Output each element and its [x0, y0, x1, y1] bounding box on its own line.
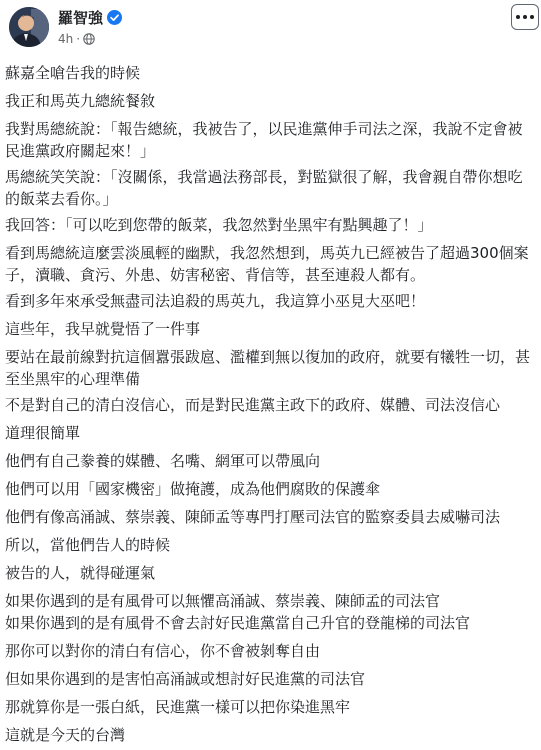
avatar[interactable] — [9, 7, 49, 47]
verified-badge-icon — [107, 10, 122, 29]
post-paragraph: 我對馬總統說：「報告總統，我被告了，以民進黨伸手司法之深，我說不定會被民進黨政府關起來！」 — [5, 120, 523, 160]
post-paragraph: 馬總統笑笑說：「沒關係，我當過法務部長，對監獄很了解，我會親自帶你想吃的飯菜去看你。」 — [5, 168, 523, 208]
post-paragraph: 不是對自己的清白沒信心，而是對民進黨主政下的政府、媒體、司法沒信心 — [5, 396, 501, 414]
post-paragraph: 道理很簡單 — [5, 424, 81, 442]
post-header — [0, 0, 541, 60]
post-paragraph: 他們有像高涌誠、蔡崇義、陳師孟等專門打壓司法官的監察委員去威嚇司法 — [5, 508, 501, 526]
post-paragraph: 如果你遇到的是有風骨可以無懼高涌誠、蔡崇義、陳師孟的司法官 — [5, 592, 441, 610]
post-paragraph: 看到多年來承受無盡司法追殺的馬英九，我這算小巫見大巫吧！ — [5, 292, 426, 310]
avatar-photo — [9, 7, 49, 47]
post-paragraph: 這些年，我早就覺悟了一件事 — [5, 320, 201, 338]
post-paragraph: 被告的人，就得碰運氣 — [5, 564, 156, 582]
post-paragraph: 那你可以對你的清白有信心，你不會被剝奪自由 — [5, 642, 321, 660]
post-paragraph: 他們可以用「國家機密」做掩護，成為他們腐敗的保護傘 — [5, 480, 381, 498]
post-paragraph: 如果你遇到的是有風骨不會去討好民進黨當自己升官的登龍梯的司法官 — [5, 614, 471, 632]
post-paragraph: 那就算你是一張白紙，民進黨一樣可以把你染進黑牢 — [5, 698, 351, 716]
post-paragraph: 他們有自己豢養的媒體、名嘴、網軍可以帶風向 — [5, 452, 321, 470]
post-paragraph: 所以，當他們告人的時候 — [5, 536, 171, 554]
more-options-icon-dot — [530, 15, 534, 19]
more-options-button[interactable] — [511, 4, 539, 30]
post-paragraph: 但如果你遇到的是害怕高涌誠或想討好民進黨的司法官 — [5, 670, 366, 688]
post-paragraph: 要站在最前線對抗這個囂張跋扈、濫權到無以復加的政府，就要有犧牲一切，甚至坐黑牢的心理準備 — [5, 348, 531, 388]
post-meta — [58, 31, 95, 49]
post-paragraph: 這就是今天的台灣 — [5, 726, 126, 744]
more-options-icon-dot — [523, 15, 527, 19]
meta-separator: · — [76, 32, 81, 46]
post-paragraph: 蘇嘉全嗆告我的時候 — [5, 64, 141, 82]
author-name-row — [58, 9, 122, 29]
globe-icon[interactable] — [83, 33, 95, 49]
post-paragraph: 看到馬總統這麼雲淡風輕的幽默，我忽然想到，馬英九已經被告了超過300個案子，瀆職、貪污、外患、妨害秘密、背信等，甚至連殺人都有。 — [5, 244, 529, 284]
post-paragraph: 我回答：「可以吃到您帶的飯菜，我忽然對坐黑牢有點興趣了！」 — [5, 216, 433, 234]
author-name[interactable]: 羅智強 — [58, 9, 104, 27]
more-options-icon-dot — [516, 15, 520, 19]
post-timestamp[interactable]: 4h — [58, 32, 74, 46]
post-paragraph: 我正和馬英九總統餐敘 — [5, 92, 156, 110]
